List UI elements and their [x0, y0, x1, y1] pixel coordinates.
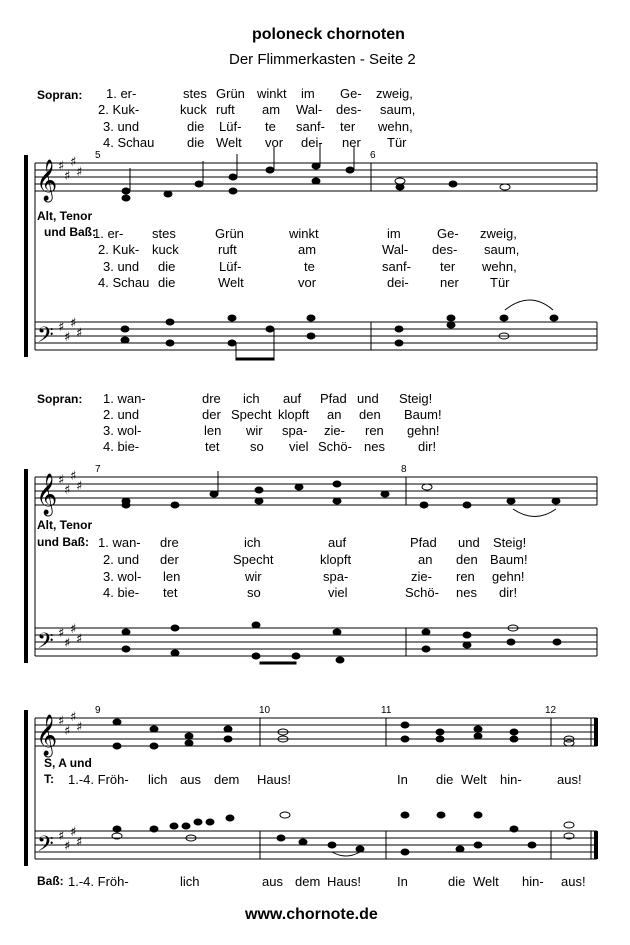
- lyric-syllable: sanf-: [296, 119, 325, 134]
- lyric-syllable: Wal-: [382, 242, 409, 257]
- lyric-syllable: 2. und: [103, 552, 140, 567]
- lyric-syllable: wir: [245, 569, 262, 584]
- lyric-syllable: so: [247, 585, 261, 600]
- lyric-syllable: 4. Schau: [98, 275, 150, 290]
- lyric-syllable: Schö-: [318, 439, 352, 454]
- lyric-syllable: Haus!: [327, 874, 361, 889]
- svg-text:♯: ♯: [76, 326, 83, 341]
- measure-number: 11: [381, 705, 392, 716]
- lyric-syllable: 4. Schau: [103, 135, 155, 150]
- svg-text:♯: ♯: [58, 159, 65, 174]
- lyric-syllable: zweig,: [480, 226, 517, 241]
- lyric-syllable: des-: [432, 242, 458, 257]
- lyric-syllable: dre: [202, 391, 221, 406]
- voice-label-bass: Baß:: [37, 874, 64, 888]
- lyric-syllable: te: [265, 119, 276, 134]
- lyric-syllable: dir!: [499, 585, 518, 600]
- lyric-syllable: viel: [289, 439, 309, 454]
- system-bracket: [24, 710, 28, 866]
- bass-staff: [35, 831, 597, 859]
- svg-text:♯: ♯: [70, 622, 77, 637]
- lyric-syllable: ich: [244, 535, 261, 550]
- system-bracket: [24, 155, 28, 357]
- lyric-syllable: Pfad: [410, 535, 437, 550]
- lyric-syllable: aus: [262, 874, 283, 889]
- lyric-syllable: 3. wol-: [103, 423, 142, 438]
- lyric-syllable: ruft: [216, 102, 235, 117]
- lyric-syllable: len: [163, 569, 181, 584]
- lyric-syllable: Pfad: [320, 391, 347, 406]
- lyric-syllable: Haus!: [257, 772, 291, 787]
- svg-text:♯: ♯: [58, 473, 65, 488]
- lyric-syllable: Ge-: [437, 226, 459, 241]
- measure-number: 5: [95, 150, 101, 161]
- voice-label-alt-tenor: Alt, Tenor: [37, 209, 93, 223]
- svg-text:♯: ♯: [64, 330, 71, 345]
- lyric-syllable: 2. und: [103, 407, 140, 422]
- svg-text:♯: ♯: [64, 724, 71, 739]
- lyric-syllable: stes: [152, 226, 176, 241]
- lyric-syllable: den: [359, 407, 381, 422]
- lyric-syllable: so: [250, 439, 264, 454]
- measure-number: 7: [95, 464, 101, 475]
- lyric-syllable: spa-: [323, 569, 349, 584]
- lyric-syllable: aus!: [557, 772, 582, 787]
- voice-label-sopran: Sopran:: [37, 392, 83, 406]
- lyric-syllable: nes: [456, 585, 477, 600]
- lyric-syllable: Specht: [231, 407, 272, 422]
- lyric-syllable: die: [158, 259, 176, 274]
- lyric-syllable: aus: [180, 772, 201, 787]
- lyric-syllable: kuck: [152, 242, 179, 257]
- lyric-syllable: des-: [336, 102, 362, 117]
- lyric-syllable: Lüf-: [219, 119, 242, 134]
- voice-label-und-bass: und Baß:: [37, 535, 89, 549]
- svg-text:♯: ♯: [64, 839, 71, 854]
- measure-number: 6: [370, 150, 376, 161]
- lyric-syllable: winkt: [257, 86, 287, 101]
- lyric-syllable: 3. und: [103, 119, 140, 134]
- lyric-syllable: dir!: [418, 439, 437, 454]
- lyric-syllable: Specht: [233, 552, 274, 567]
- lyric-syllable: die: [187, 119, 205, 134]
- lyric-syllable: spa-: [282, 423, 308, 438]
- treble-clef-icon: 𝄞: [36, 474, 58, 515]
- svg-text:♯: ♯: [58, 714, 65, 729]
- svg-text:♯: ♯: [70, 710, 77, 725]
- measure-number: 10: [259, 705, 271, 716]
- lyric-syllable: wehn,: [482, 259, 517, 274]
- measure-number: 8: [401, 464, 407, 475]
- lyric-syllable: am: [298, 242, 317, 257]
- bass-clef-icon: 𝄢: [37, 832, 54, 862]
- lyric-syllable: der: [160, 552, 179, 567]
- svg-text:♯: ♯: [76, 165, 83, 180]
- lyric-syllable: hin-: [500, 772, 522, 787]
- lyric-syllable: dre: [160, 535, 179, 550]
- lyric-syllable: 1. er-: [106, 86, 137, 101]
- svg-text:♯: ♯: [76, 479, 83, 494]
- lyric-syllable: Welt: [216, 135, 242, 150]
- lyric-syllable: In: [397, 772, 408, 787]
- notes: [112, 143, 574, 856]
- lyric-syllable: Ge-: [340, 86, 362, 101]
- lyric-syllable: ich: [243, 391, 260, 406]
- lyric-syllable: die: [158, 275, 176, 290]
- lyric-syllable: auf: [283, 391, 302, 406]
- lyric-syllable: te: [304, 259, 315, 274]
- system-barlines: [35, 163, 597, 859]
- lyric-syllable: im: [301, 86, 315, 101]
- bass-clef-icon: 𝄢: [37, 323, 54, 353]
- lyric-syllable: sanf-: [382, 259, 411, 274]
- svg-text:♯: ♯: [70, 155, 77, 170]
- voice-label-t: T:: [44, 772, 54, 786]
- lyric-syllable: saum,: [380, 102, 416, 117]
- lyric-syllable: Wal-: [296, 102, 323, 117]
- lyric-syllable: lich: [148, 772, 168, 787]
- voice-label-s-a-und: S, A und: [44, 756, 92, 770]
- svg-text:♯: ♯: [70, 316, 77, 331]
- footer-url[interactable]: www.chornote.de: [245, 906, 378, 923]
- lyric-syllable: winkt: [289, 226, 319, 241]
- svg-text:♯: ♯: [58, 320, 65, 335]
- lyric-syllable: In: [397, 874, 408, 889]
- lyric-syllable: len: [204, 423, 222, 438]
- lyric-syllable: saum,: [484, 242, 520, 257]
- lyric-syllable: viel: [328, 585, 348, 600]
- lyric-syllable: dei-: [387, 275, 409, 290]
- svg-text:♯: ♯: [64, 483, 71, 498]
- lyric-syllable: 3. wol-: [103, 569, 142, 584]
- lyric-syllable: die: [187, 135, 205, 150]
- lyric-syllable: ter: [440, 259, 456, 274]
- svg-text:♯: ♯: [76, 720, 83, 735]
- lyric-syllable: Tür: [490, 275, 510, 290]
- lyric-syllable: an: [327, 407, 342, 422]
- lyric-syllable: ner: [342, 135, 361, 150]
- page-title: poloneck chornoten: [252, 26, 405, 43]
- lyric-syllable: Baum!: [490, 552, 528, 567]
- system-bracket: [24, 469, 28, 663]
- lyric-syllable: und: [458, 535, 480, 550]
- lyric-syllable: und: [357, 391, 379, 406]
- lyric-syllable: 1.-4. Fröh-: [68, 874, 129, 889]
- lyric-syllable: zie-: [324, 423, 345, 438]
- lyric-syllable: stes: [183, 86, 207, 101]
- lyric-syllable: dem: [295, 874, 321, 889]
- lyric-syllable: zweig,: [376, 86, 413, 101]
- lyric-syllable: 2. Kuk-: [98, 102, 140, 117]
- lyric-syllable: den: [456, 552, 478, 567]
- svg-text:♯: ♯: [58, 829, 65, 844]
- lyric-syllable: ruft: [218, 242, 237, 257]
- lyric-syllable: Welt: [218, 275, 244, 290]
- treble-clef-icon: 𝄞: [36, 160, 58, 201]
- lyric-syllable: an: [418, 552, 433, 567]
- lyric-syllable: dem: [214, 772, 240, 787]
- svg-text:♯: ♯: [64, 636, 71, 651]
- lyric-syllable: lich: [180, 874, 200, 889]
- page-subtitle: Der Flimmerkasten - Seite 2: [229, 51, 416, 68]
- lyric-syllable: die: [448, 874, 466, 889]
- lyric-syllable: am: [262, 102, 281, 117]
- lyric-syllable: gehn!: [407, 423, 440, 438]
- lyric-syllable: Grün: [216, 86, 245, 101]
- lyric-syllable: 3. und: [103, 259, 140, 274]
- lyric-syllable: der: [202, 407, 221, 422]
- bass-clef-icon: 𝄢: [37, 629, 54, 659]
- lyric-syllable: 4. bie-: [103, 585, 140, 600]
- lyric-syllable: ter: [340, 119, 356, 134]
- lyric-syllable: zie-: [411, 569, 432, 584]
- lyric-syllable: die: [436, 772, 454, 787]
- lyric-syllable: klopft: [278, 407, 310, 422]
- lyric-syllable: Lüf-: [219, 259, 242, 274]
- lyric-syllable: Steig!: [399, 391, 433, 406]
- lyric-syllable: 1. er-: [93, 226, 124, 241]
- lyric-syllable: 2. Kuk-: [98, 242, 140, 257]
- lyric-syllable: Tür: [387, 135, 407, 150]
- svg-text:♯: ♯: [70, 825, 77, 840]
- lyric-syllable: auf: [328, 535, 347, 550]
- lyric-syllable: Grün: [215, 226, 244, 241]
- lyric-syllable: ner: [440, 275, 459, 290]
- lyric-syllable: 1. wan-: [98, 535, 141, 550]
- lyric-syllable: Welt: [461, 772, 487, 787]
- measure-number: 12: [545, 705, 557, 716]
- lyric-syllable: vor: [298, 275, 317, 290]
- measure-number: 9: [95, 705, 101, 716]
- lyric-syllable: klopft: [320, 552, 352, 567]
- lyric-syllable: 1. wan-: [103, 391, 146, 406]
- voice-label-sopran: Sopran:: [37, 88, 83, 102]
- lyric-syllable: Baum!: [404, 407, 442, 422]
- lyric-syllable: ren: [456, 569, 475, 584]
- lyric-syllable: Steig!: [493, 535, 527, 550]
- lyric-syllable: nes: [364, 439, 385, 454]
- lyric-syllable: wir: [246, 423, 263, 438]
- lyric-syllable: ren: [365, 423, 384, 438]
- svg-text:♯: ♯: [64, 169, 71, 184]
- lyric-syllable: gehn!: [492, 569, 525, 584]
- bass-staff: [35, 322, 597, 350]
- lyric-syllable: 4. bie-: [103, 439, 140, 454]
- svg-text:♯: ♯: [76, 632, 83, 647]
- lyric-syllable: aus!: [561, 874, 586, 889]
- lyric-syllable: kuck: [180, 102, 207, 117]
- lyric-syllable: Schö-: [405, 585, 439, 600]
- lyric-syllable: wehn,: [378, 119, 413, 134]
- lyric-syllable: vor: [265, 135, 284, 150]
- voice-label-alt-tenor: Alt, Tenor: [37, 518, 93, 532]
- voice-label-und-bass: und Baß:: [44, 225, 96, 239]
- lyric-syllable: hin-: [522, 874, 544, 889]
- lyric-syllable: 1.-4. Fröh-: [68, 772, 129, 787]
- lyric-syllable: im: [387, 226, 401, 241]
- lyric-syllable: Welt: [473, 874, 499, 889]
- treble-clef-icon: 𝄞: [36, 715, 58, 756]
- lyric-syllable: tet: [205, 439, 220, 454]
- lyric-syllable: dei-: [301, 135, 323, 150]
- svg-text:♯: ♯: [58, 626, 65, 641]
- lyric-syllable: tet: [163, 585, 178, 600]
- svg-text:♯: ♯: [70, 469, 77, 484]
- svg-text:♯: ♯: [76, 835, 83, 850]
